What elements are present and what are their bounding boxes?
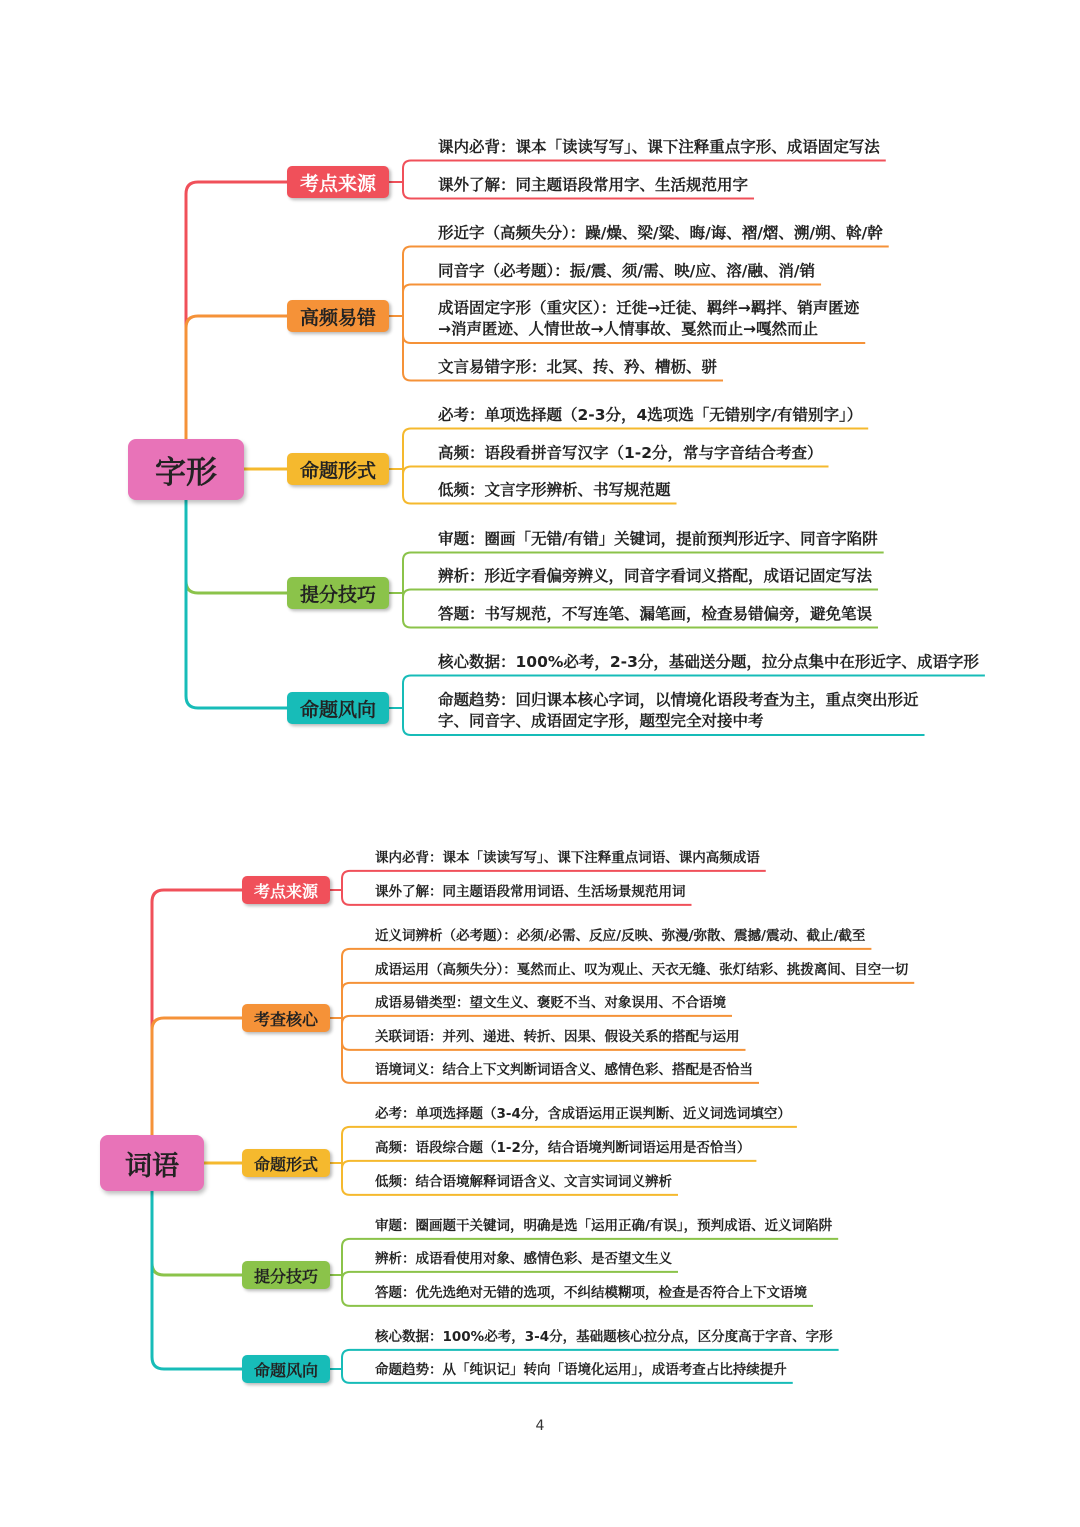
connector-line [186,182,287,439]
leaf-item: 同音字（必考题）：振/震、须/需、映/应、溶/融、消/销 [438,262,816,280]
leaf-item: 关联词语：并列、递进、转折、因果、假设关系的搭配与运用 [375,1029,740,1045]
branch-node-trend: 命题风向 [287,692,389,724]
leaf-item: 审题：圈画题干关键词，明确是选「运用正确/有误」，预判成语、近义词陷阱 [375,1218,833,1234]
leaf-item: 审题：圈画「无错/有错」关键词，提前预判形近字、同音字陷阱 [438,530,878,548]
leaf-item: 核心数据：100%必考，2-3分，基础送分题，拉分点集中在形近字、成语字形 [438,653,979,671]
leaf-item: 命题趋势：从「纯识记」转向「语境化运用」，成语考查占比持续提升 [375,1362,787,1378]
connector-line [330,1161,756,1169]
branch-node-core: 考查核心 [242,1004,330,1032]
leaf-item: 高频：语段看拼音写汉字（1-2分，常与字音结合考查） [438,444,823,462]
connector-line [389,589,878,597]
leaf-item: 课内必背：课本「读读写写」、课下注释重点字形、成语固定写法 [438,138,880,156]
branch-node-question-format: 命题形式 [287,453,389,485]
leaf-item: 近义词辨析（必考题）：必须/必需、反应/反映、弥漫/弥散、震撼/震动、截止/截至 [375,928,866,944]
leaf-item: 低频：结合语境解释词语含义、文言实词词义辨析 [375,1174,672,1190]
leaf-item: 文言易错字形：北冥、抟、矜、槽枥、骈 [438,358,718,376]
connector-line [330,1016,732,1024]
leaf-item: 课外了解：同主题语段常用词语、生活场景规范用词 [375,884,686,900]
connector-line [186,500,287,593]
leaf-item: 课内必背：课本「读读写写」、课下注释重点词语、课内高频成语 [375,850,760,866]
leaf-item: 语境词义：结合上下文判断词语含义、感情色彩、搭配是否恰当 [375,1062,753,1078]
connector-line [152,1191,242,1275]
leaf-item: 必考：单项选择题（3-4分，含成语运用正误判断、近义词选词填空） [375,1106,791,1122]
leaf-item: 成语易错类型：望文生义、褒贬不当、对象误用、不合语境 [375,995,726,1011]
connector-line [186,500,287,708]
leaf-item: 辨析：形近字看偏旁辨义，同音字看词义搭配，成语记固定写法 [438,567,873,585]
branch-node-source: 考点来源 [242,876,330,904]
branch-node-score-tips: 提分技巧 [242,1261,330,1289]
root-node: 词语 [100,1135,204,1191]
branch-node-frequent-errors: 高频易错 [287,300,389,332]
leaf-item: 核心数据：100%必考，3-4分，基础题核心拉分点，区分度高于字音、字形 [375,1329,833,1345]
connector-line [186,316,287,439]
leaf-item: 成语运用（高频失分）：戛然而止、叹为观止、天衣无缝、张灯结彩、挑拨离间、目空一切 [375,962,909,978]
leaf-item: 高频：语段综合题（1-2分，结合语境判断词语运用是否恰当） [375,1140,751,1156]
connector-line [152,1191,242,1369]
leaf-item: 辨析：成语看使用对象、感情色彩、是否望文生义 [375,1251,672,1267]
branch-node-trend: 命题风向 [242,1355,330,1383]
root-node: 字形 [128,439,244,500]
branch-node-source: 考点来源 [287,166,389,198]
connector-line [389,466,829,474]
connector-line [152,890,242,1135]
leaf-item: 答题：优先选绝对无错的选项，不纠结模糊项，检查是否符合上下文语境 [375,1285,807,1301]
leaf-item: 成语固定字形（重灾区）：迁徙→迁徒、羁绊→羁拌、销声匿迹 →消声匿迹、人情世故→人情事故、戛然而止→嘎然而止 [438,299,860,338]
leaf-item: 命题趋势：回归课本核心字词，以情境化语段考查为主，重点突出形近 字、同音字、成语固定字形，题型完全对接中考 [438,691,919,730]
page-number: 4 [535,1418,545,1434]
branch-node-question-format: 命题形式 [242,1149,330,1177]
connector-line [330,1272,678,1280]
connector-line [152,1018,242,1135]
leaf-item: 答题：书写规范，不写连笔、漏笔画，检查易错偏旁，避免笔误 [438,605,873,623]
leaf-item: 必考：单项选择题（2-3分，4选项选「无错别字/有错别字」） [438,406,863,424]
leaf-item: 课外了解：同主题语段常用字、生活规范用字 [438,176,749,194]
branch-node-score-tips: 提分技巧 [287,577,389,609]
leaf-item: 低频：文言字形辨析、书写规范题 [438,481,671,499]
leaf-item: 形近字（高频失分）：躁/燥、梁/粱、晦/诲、褶/熠、溯/朔、斡/幹 [438,224,883,242]
